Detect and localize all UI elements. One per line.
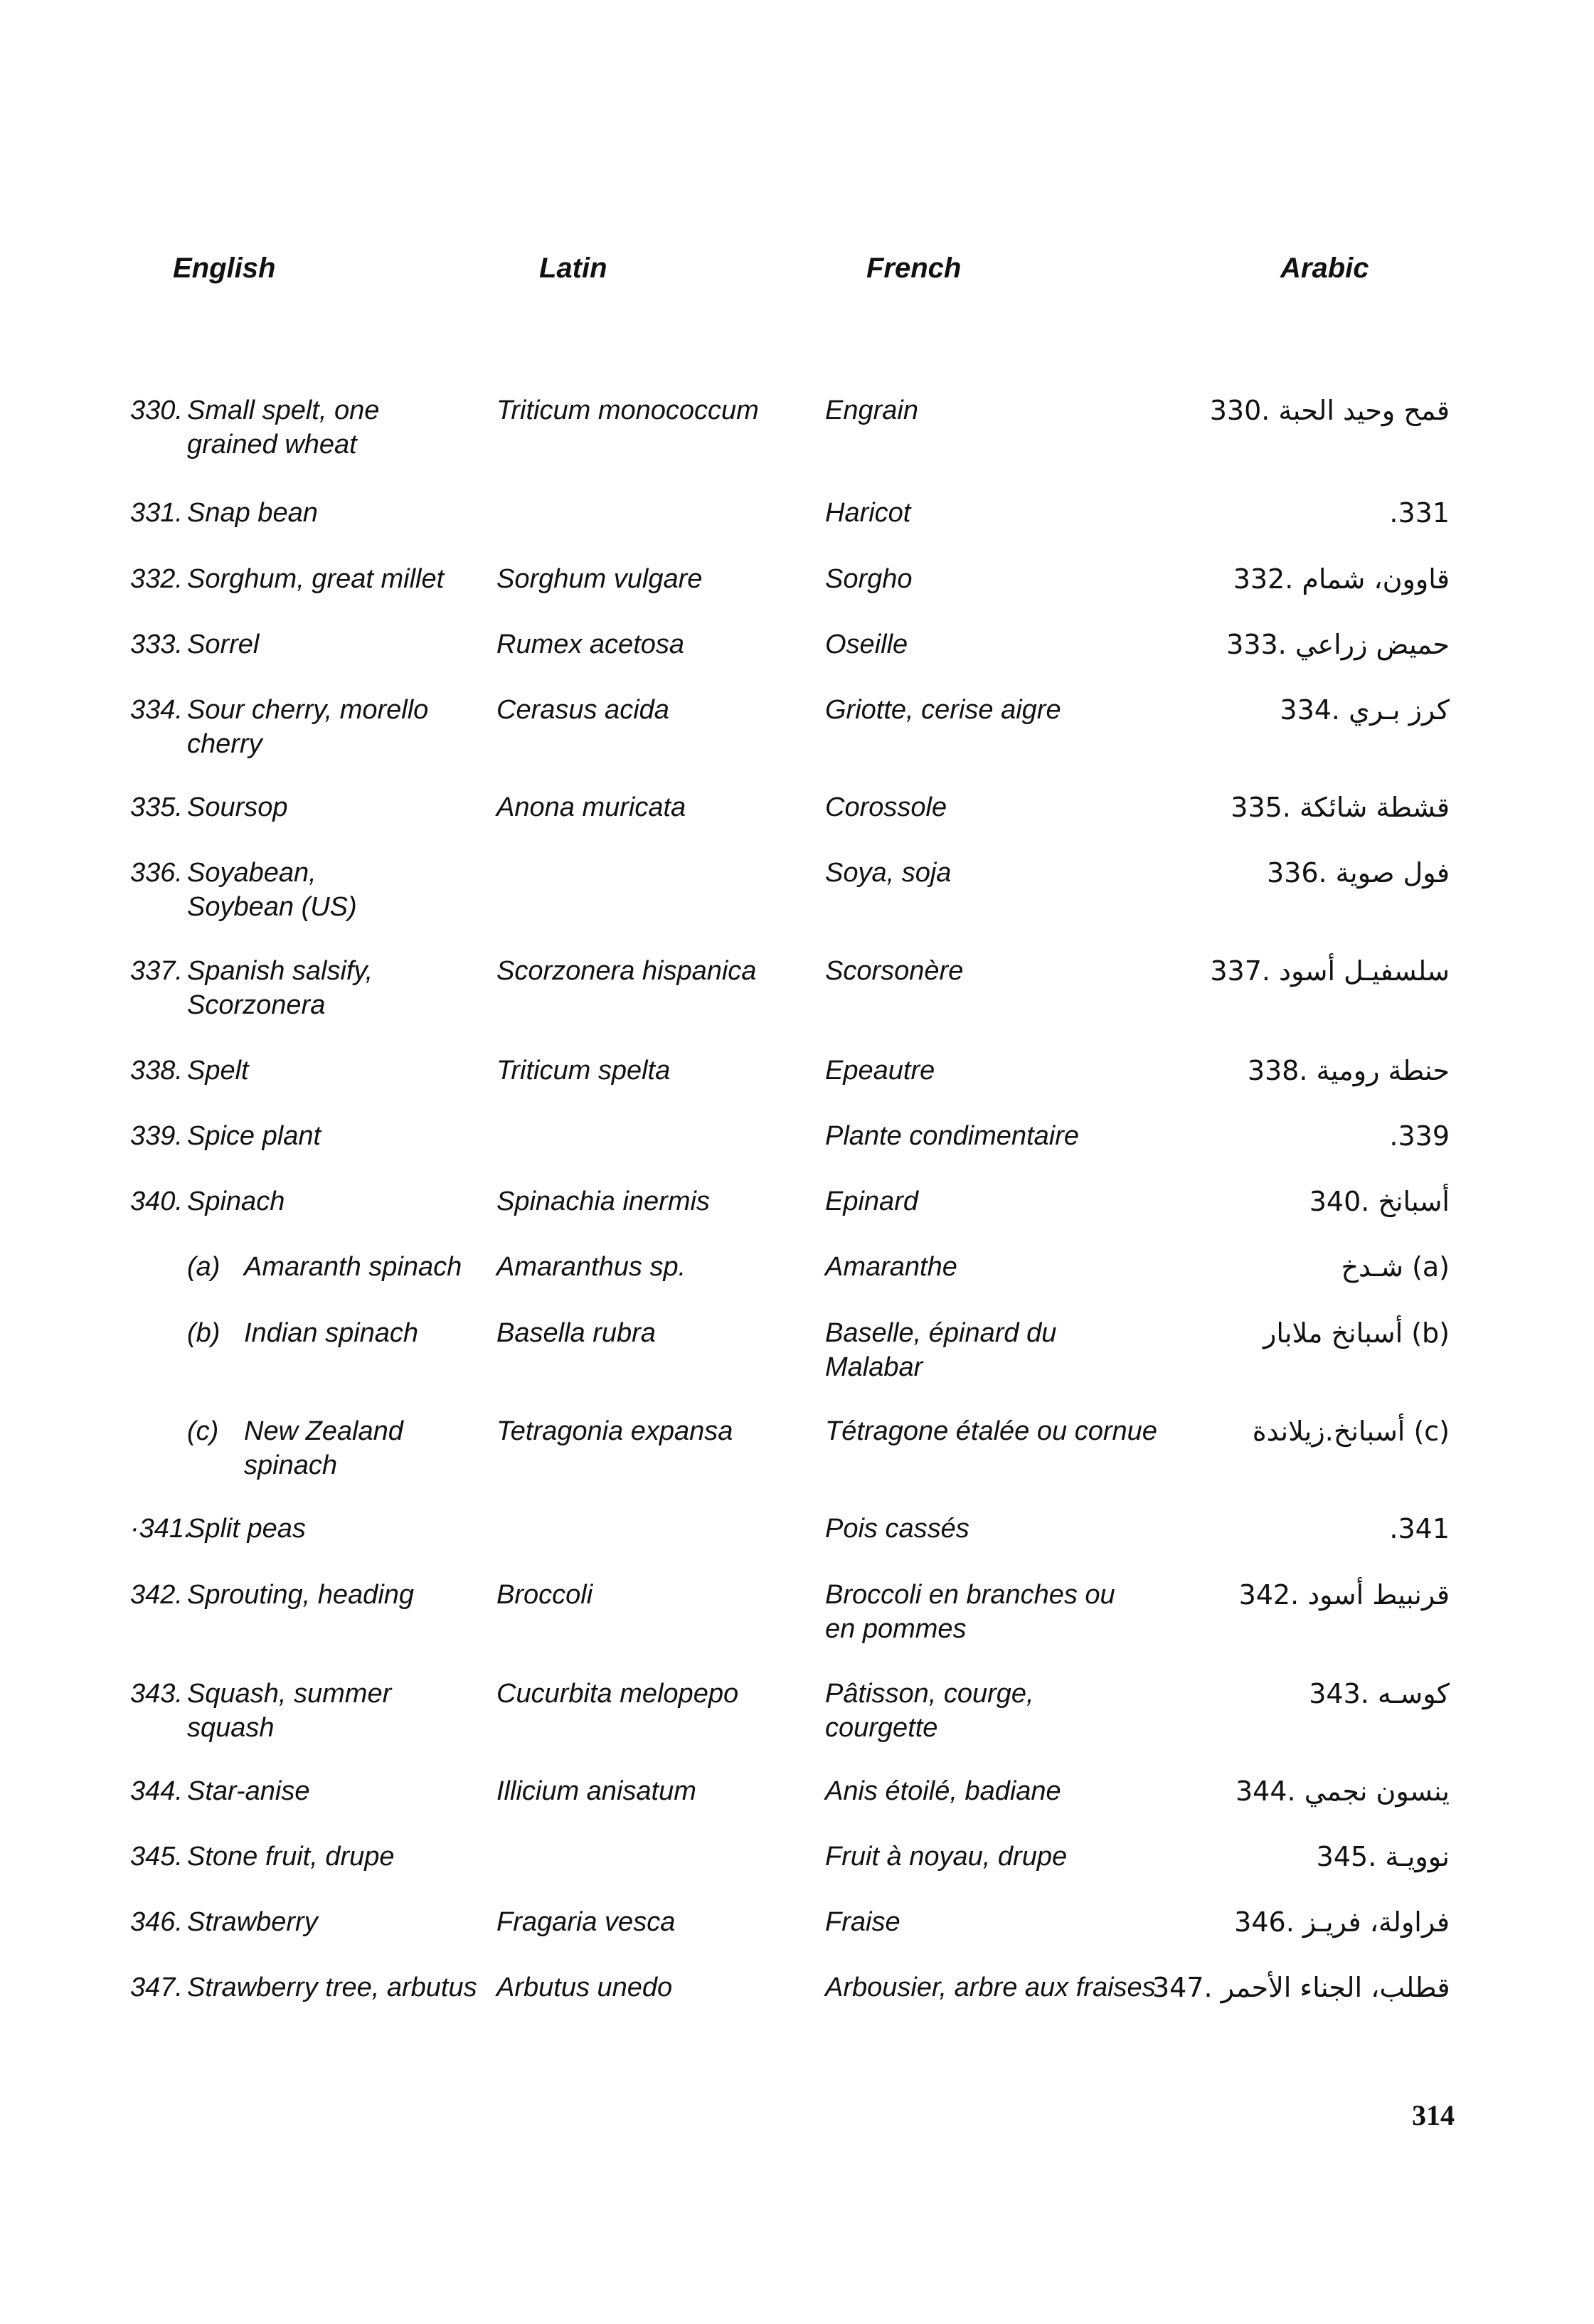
- french-term: Epeautre: [825, 1056, 935, 1086]
- french-term: Broccoli en branches ou en pommes: [825, 1580, 1115, 1644]
- header-french: French: [866, 253, 962, 284]
- english-term: Amaranth spinach: [244, 1252, 462, 1282]
- latin-term: Cerasus acida: [496, 695, 669, 725]
- english-term: Spinach: [187, 1187, 285, 1216]
- english-term: Sorrel: [187, 630, 260, 659]
- entry-number: (c): [187, 1416, 219, 1446]
- entry-number: (a): [187, 1252, 220, 1282]
- french-term: Oseille: [825, 630, 908, 659]
- arabic-term: أسبانخ .340: [1309, 1186, 1450, 1217]
- arabic-term: .331: [1389, 497, 1450, 529]
- french-term: Corossole: [825, 792, 947, 822]
- english-cell: [130, 790, 486, 824]
- entry-number: 335.: [130, 792, 183, 822]
- english-term: Spanish salsify, Scorzonera: [187, 956, 373, 1020]
- english-cell: [130, 1970, 486, 2005]
- entry-number: 337.: [130, 956, 183, 986]
- arabic-term: فراولة، فريـز .346: [1234, 1906, 1450, 1938]
- french-term: Fruit à noyau, drupe: [825, 1842, 1068, 1872]
- arabic-term: أسبانخ.زيلاندة (c): [1252, 1416, 1450, 1447]
- header-arabic: Arabic: [1280, 253, 1369, 284]
- english-cell: [130, 393, 486, 462]
- english-term: Stone fruit, drupe: [187, 1842, 395, 1872]
- english-cell: [130, 1054, 486, 1088]
- arabic-term: حنطة رومية .338: [1247, 1055, 1450, 1086]
- french-term: Engrain: [825, 396, 918, 425]
- entry-number: 342.: [130, 1580, 183, 1610]
- latin-term: Anona muricata: [496, 792, 686, 822]
- entry-number: 334.: [130, 695, 183, 725]
- english-term: Snap bean: [187, 498, 318, 528]
- english-cell: [130, 1677, 486, 1745]
- english-term: New Zealand spinach: [244, 1416, 403, 1480]
- latin-term: Illicium anisatum: [496, 1776, 696, 1806]
- entry-number: 332.: [130, 564, 183, 594]
- latin-term: Rumex acetosa: [496, 630, 685, 659]
- latin-term: Scorzonera hispanica: [496, 956, 757, 986]
- english-term: Strawberry: [187, 1907, 318, 1937]
- arabic-term: قمح وحيد الحبة .330: [1209, 395, 1450, 426]
- english-term: Strawberry tree, arbutus: [187, 1973, 477, 2002]
- english-term: Soyabean, Soybean (US): [187, 858, 357, 922]
- arabic-term: حميض زراعي .333: [1226, 629, 1450, 660]
- french-term: Haricot: [825, 498, 911, 528]
- french-term: Pois cassés: [825, 1514, 969, 1544]
- english-cell: [130, 1840, 486, 1874]
- entry-number: 345.: [130, 1842, 183, 1872]
- arabic-term: قشطة شائكة .335: [1231, 792, 1450, 823]
- latin-term: Amaranthus sp.: [496, 1252, 686, 1282]
- arabic-term: فول صوية .336: [1266, 857, 1450, 888]
- french-term: Plante condimentaire: [825, 1121, 1079, 1151]
- english-cell: [130, 1578, 486, 1612]
- entry-number: 344.: [130, 1776, 183, 1806]
- english-cell: [130, 496, 486, 530]
- latin-term: Tetragonia expansa: [496, 1416, 733, 1446]
- french-term: Griotte, cerise aigre: [825, 695, 1061, 725]
- arabic-term: قرنبيط أسود .342: [1238, 1579, 1450, 1611]
- latin-term: Basella rubra: [496, 1318, 656, 1348]
- english-cell: [187, 1250, 543, 1284]
- english-cell: [130, 954, 486, 1022]
- arabic-term: .341: [1389, 1513, 1450, 1544]
- english-term: Split peas: [187, 1514, 306, 1544]
- english-cell: [130, 562, 486, 596]
- entry-number: 343.: [130, 1679, 183, 1709]
- french-term: Amaranthe: [825, 1252, 957, 1282]
- french-term: Anis étoilé, badiane: [825, 1776, 1061, 1806]
- english-cell: [187, 1414, 543, 1482]
- entry-number: 347.: [130, 1973, 183, 2002]
- entry-number: 340.: [130, 1187, 183, 1216]
- latin-term: Triticum spelta: [496, 1056, 671, 1086]
- entry-number: 339.: [130, 1121, 183, 1151]
- english-term: Sour cherry, morello cherry: [187, 695, 429, 759]
- arabic-term: شـدخ (a): [1341, 1251, 1450, 1283]
- latin-term: Broccoli: [496, 1580, 593, 1610]
- arabic-term: قاوون، شمام .332: [1233, 563, 1450, 595]
- french-term: Tétragone étalée ou cornue: [825, 1416, 1157, 1446]
- arabic-term: كوسـه .343: [1309, 1678, 1450, 1709]
- latin-term: Arbutus unedo: [496, 1973, 673, 2002]
- french-term: Soya, soja: [825, 858, 952, 888]
- english-cell: [130, 856, 486, 924]
- entry-number: 346.: [130, 1907, 183, 1937]
- header-english: English: [173, 253, 276, 284]
- entry-number: 330.: [130, 396, 183, 425]
- arabic-term: .339: [1389, 1120, 1450, 1152]
- arabic-term: ينسون نجمي .344: [1236, 1776, 1450, 1807]
- arabic-term: أسبانخ ملابار (b): [1263, 1317, 1450, 1349]
- english-cell: [130, 1512, 486, 1546]
- entry-number: 333.: [130, 630, 183, 659]
- english-term: Sprouting, heading: [187, 1580, 415, 1610]
- arabic-term: كرز بـري .334: [1280, 694, 1450, 726]
- french-term: Sorgho: [825, 564, 913, 594]
- english-term: Spelt: [187, 1056, 249, 1086]
- english-term: Star-anise: [187, 1776, 310, 1806]
- english-cell: [130, 693, 486, 761]
- page-number: 314: [1412, 2099, 1455, 2131]
- latin-term: Spinachia inermis: [496, 1187, 710, 1216]
- entry-number: 338.: [130, 1056, 183, 1086]
- english-term: Squash, summer squash: [187, 1679, 392, 1743]
- arabic-term: قطلب، الجناء الأحمر .347: [1152, 1972, 1450, 2003]
- french-term: Epinard: [825, 1187, 918, 1216]
- latin-term: Fragaria vesca: [496, 1907, 676, 1937]
- english-cell: [130, 1184, 486, 1219]
- latin-term: Cucurbita melopepo: [496, 1679, 739, 1709]
- latin-term: Triticum monococcum: [496, 396, 759, 425]
- english-cell: [130, 1905, 486, 1939]
- french-term: Pâtisson, courge, courgette: [825, 1679, 1034, 1743]
- header-latin: Latin: [539, 253, 607, 284]
- french-term: Scorsonère: [825, 956, 964, 986]
- english-term: Sorghum, great millet: [187, 564, 445, 594]
- english-term: Spice plant: [187, 1121, 322, 1151]
- french-term: Arbousier, arbre aux fraises: [825, 1973, 1156, 2002]
- arabic-term: نوويـة .345: [1316, 1841, 1450, 1872]
- english-cell: [130, 627, 486, 662]
- english-term: Indian spinach: [244, 1318, 419, 1348]
- english-cell: [187, 1316, 543, 1350]
- entry-number: ·341.: [130, 1514, 192, 1544]
- english-term: Small spelt, one grained wheat: [187, 396, 380, 460]
- french-term: Baselle, épinard du Malabar: [825, 1318, 1057, 1382]
- french-term: Fraise: [825, 1907, 900, 1937]
- entry-number: 331.: [130, 498, 183, 528]
- entry-number: 336.: [130, 858, 183, 888]
- arabic-term: سلسفيـل أسود .337: [1210, 955, 1450, 987]
- english-cell: [130, 1774, 486, 1808]
- entry-number: (b): [187, 1318, 220, 1348]
- english-term: Soursop: [187, 792, 288, 822]
- latin-term: Sorghum vulgare: [496, 564, 703, 594]
- english-cell: [130, 1119, 486, 1153]
